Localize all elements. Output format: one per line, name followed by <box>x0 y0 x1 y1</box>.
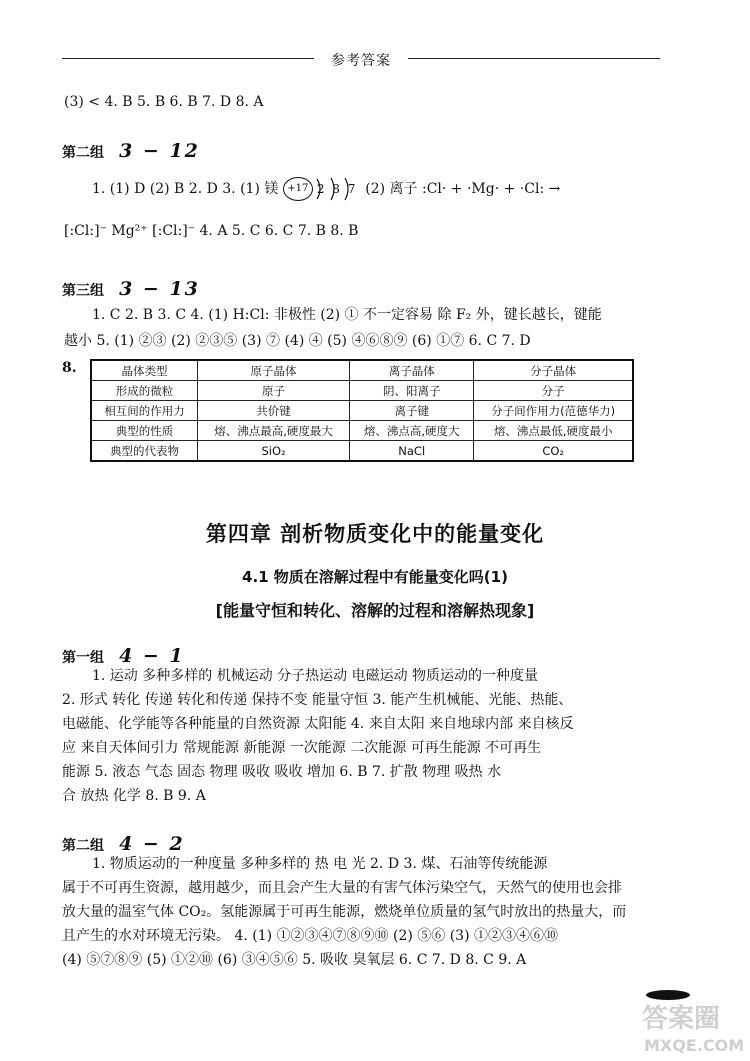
answer-line-3-13-b: 越小 5. (1) ②③ (2) ②③⑤ (3) ⑦ (4) ④ (5) ④⑥⑧⑨ (6) ①⑦ 6. C 7. D <box>64 333 531 349</box>
table-row <box>91 401 633 421</box>
group-heading-3-13 <box>62 278 200 300</box>
table-cell: 离子晶体 <box>350 360 474 381</box>
table-cell: 分子晶体 <box>474 360 633 381</box>
table-cell: 熔、沸点高,硬度大 <box>350 421 474 441</box>
group-code: 3 − 13 <box>119 278 200 300</box>
watermark-text-bottom: MXQE.COM <box>644 1036 745 1055</box>
table-row <box>91 421 633 441</box>
table-cell: 晶体类型 <box>91 360 198 381</box>
watermark-logo-icon <box>640 985 750 1061</box>
table-cell: SiO₂ <box>198 441 350 462</box>
chapter-title: 第四章 剖析物质变化中的能量变化 <box>205 522 545 546</box>
paragraph-line: 且产生的水对环境无污染。 4. (1) ①②③④⑦⑧⑨⑩ (2) ⑤⑥ (3) ①②③④⑥⑩ <box>62 928 559 944</box>
paragraph-line: 1. 物质运动的一种度量 多种多样的 热 电 光 2. D 3. 煤、石油等传统能源 <box>92 856 548 872</box>
group-code: 3 − 12 <box>119 140 200 162</box>
table-cell: 原子晶体 <box>198 360 350 381</box>
table-cell: 离子键 <box>350 401 474 421</box>
table-cell: CO₂ <box>474 441 633 462</box>
answer-text: 1. (1) D (2) B 2. D 3. (1) 镁 <box>92 181 279 197</box>
paragraph-line: 2. 形式 转化 传递 转化和传递 保持不变 能量守恒 3. 能产生机械能、光能、热能、 <box>62 692 573 708</box>
answer-paragraph-4-1 <box>62 664 672 808</box>
watermark-text-top: 答案圈 <box>642 1004 721 1034</box>
paragraph-line: 电磁能、化学能等各种能量的自然资源 太阳能 4. 来自太阳 来自地球内部 来自核反 <box>62 716 574 732</box>
table-cell: NaCl <box>350 441 474 462</box>
table-cell: 原子 <box>198 381 350 401</box>
paragraph-line: 1. 运动 多种多样的 机械运动 分子热运动 电磁运动 物质运动的一种度量 <box>92 668 539 684</box>
answer-line-3-12-a <box>92 175 560 203</box>
crystal-types-table <box>90 359 634 462</box>
answer-line-3-12-b: [:Cl:]⁻ Mg²⁺ [:Cl:]⁻ 4. A 5. C 6. C 7. B 8. B <box>64 223 359 239</box>
group-name: 第一组 <box>62 650 104 666</box>
atom-nucleus: +17 <box>283 177 313 201</box>
table-cell: 典型的性质 <box>91 421 198 441</box>
table-cell: 熔、沸点最高,硬度最大 <box>198 421 350 441</box>
header-rule-right <box>408 58 660 59</box>
group-code: 4 − 2 <box>119 833 185 855</box>
answer-paragraph-4-2 <box>62 852 672 972</box>
table-cell: 形成的微粒 <box>91 381 198 401</box>
header-title: 参考答案 <box>331 53 391 69</box>
answer-line-top: (3) < 4. B 5. B 6. B 7. D 8. A <box>64 94 264 110</box>
table-question-number: 8. <box>62 360 77 376</box>
table-row <box>91 381 633 401</box>
group-name: 第二组 <box>62 838 104 854</box>
group-name: 第三组 <box>62 283 104 299</box>
table-cell: 典型的代表物 <box>91 441 198 462</box>
group-name: 第二组 <box>62 145 104 161</box>
table-cell: 相互间的作用力 <box>91 401 198 421</box>
section-subtitle: [能量守恒和转化、溶解的过程和溶解热现象] <box>215 601 535 620</box>
section-title: 4.1 物质在溶解过程中有能量变化吗(1) <box>242 568 508 586</box>
atom-shells: 2 8 7 <box>316 182 358 196</box>
group-code: 4 − 1 <box>119 645 185 667</box>
table-header-row <box>91 360 633 381</box>
paragraph-line: 能源 5. 液态 气态 固态 物理 吸收 吸收 增加 6. B 7. 扩散 物理 吸热 水 <box>62 764 502 780</box>
chlorine-atom-diagram <box>283 175 361 203</box>
group-heading-3-12 <box>62 140 200 162</box>
table-row <box>91 441 633 462</box>
table-cell: 分子间作用力(范德华力) <box>474 401 633 421</box>
table-cell: 共价键 <box>198 401 350 421</box>
page-header <box>62 50 660 68</box>
paragraph-line: 合 放热 化学 8. B 9. A <box>62 788 206 804</box>
paragraph-line: 属于不可再生资源，越用越少，而且会产生大量的有害气体污染空气，天然气的使用也会排 <box>62 880 622 896</box>
answer-line-3-13-a: 1. C 2. B 3. C 4. (1) H:Cl: 非极性 (2) ① 不一定容易 除 F₂ 外，键长越长，键能 <box>92 307 602 323</box>
paragraph-line: 放大量的温室气体 CO₂。氢能源属于可再生能源，燃烧单位质量的氢气时放出的热量大，而 <box>62 904 627 920</box>
paragraph-line: 应 来自天体间引力 常规能源 新能源 一次能源 二次能源 可再生能源 不可再生 <box>62 740 542 756</box>
table-cell: 分子 <box>474 381 633 401</box>
shell-arcs-icon <box>311 175 359 203</box>
answer-text: (2) 离子 :Cl· + ·Mg· + ·Cl: → <box>365 181 561 197</box>
table-cell: 阴、阳离子 <box>350 381 474 401</box>
paragraph-line: (4) ⑤⑦⑧⑨ (5) ①②⑩ (6) ③④⑤⑥ 5. 吸收 臭氧层 6. C 7. D 8. C 9. A <box>62 952 527 968</box>
table-cell: 熔、沸点最低,硬度最小 <box>474 421 633 441</box>
